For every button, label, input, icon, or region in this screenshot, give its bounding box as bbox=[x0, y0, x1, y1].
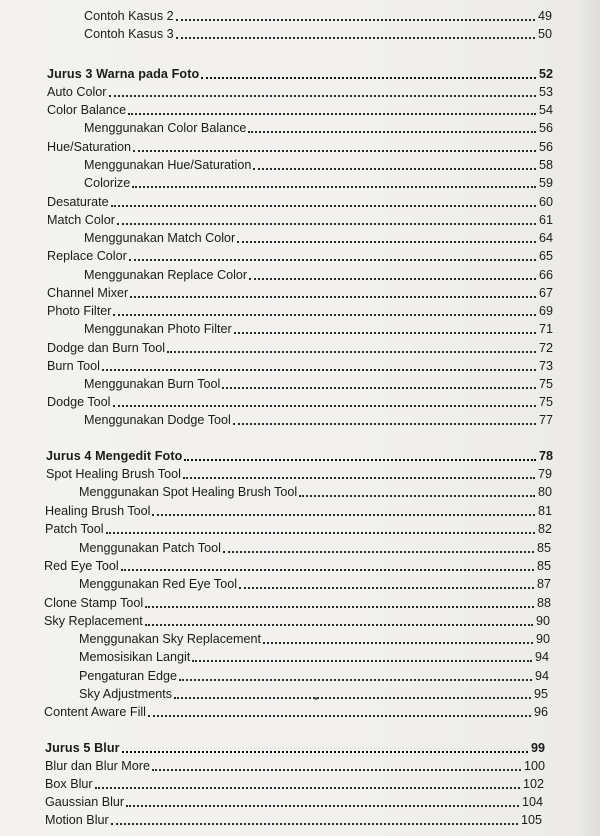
toc-entry-dodge-dan-burn-tool bbox=[47, 338, 553, 356]
toc-entry-menggunakan-replace-color bbox=[84, 265, 553, 283]
toc-entry-label: Sky Replacement bbox=[44, 614, 143, 628]
toc-chapter-title: Jurus 3 Warna pada Foto bbox=[47, 67, 200, 81]
toc-entry-label: Content Aware Fill bbox=[44, 705, 146, 719]
toc-entry-page: 81 bbox=[537, 504, 552, 518]
toc-entry-page: 100 bbox=[523, 759, 545, 773]
toc-entry-label: Healing Brush Tool bbox=[45, 504, 151, 518]
toc-entry-page: 71 bbox=[538, 322, 553, 336]
toc-entry-replace-color bbox=[47, 246, 553, 264]
toc-entry-label: Photo Filter bbox=[47, 304, 112, 318]
toc-entry-page: 56 bbox=[538, 121, 553, 135]
toc-entry-label: Menggunakan Burn Tool bbox=[84, 377, 221, 391]
toc-entry-label: Red Eye Tool bbox=[44, 559, 119, 573]
toc-entry-channel-mixer bbox=[47, 283, 553, 301]
print-speck: • bbox=[314, 694, 318, 705]
dot-leader bbox=[122, 751, 528, 753]
toc-entry-spot-healing-brush-tool bbox=[46, 464, 552, 482]
toc-entry-label: Spot Healing Brush Tool bbox=[46, 467, 181, 481]
toc-entry-label: Menggunakan Sky Replacement bbox=[79, 632, 262, 646]
toc-entry-page: 56 bbox=[538, 140, 553, 154]
toc-entry-colorize bbox=[84, 173, 553, 191]
toc-chapter-page: 99 bbox=[530, 741, 545, 755]
dot-leader bbox=[184, 459, 536, 461]
toc-entry-color-balance bbox=[47, 100, 553, 118]
toc-entry-page: 94 bbox=[534, 650, 549, 664]
toc-entry-page: 60 bbox=[538, 195, 553, 209]
toc-entry-label: Memosisikan Langit bbox=[79, 650, 191, 664]
toc-entry-label: Pengaturan Edge bbox=[79, 669, 178, 683]
toc-entry-menggunakan-match-color bbox=[84, 228, 553, 246]
toc-entry-pengaturan-edge bbox=[79, 666, 549, 684]
toc-entry-clone-stamp-tool bbox=[44, 593, 551, 611]
dot-leader bbox=[253, 168, 536, 170]
toc-chapter-title: Jurus 4 Mengedit Foto bbox=[46, 449, 183, 463]
toc-entry-label: Auto Color bbox=[47, 85, 107, 99]
toc-entry-menggunakan-sky-replacement bbox=[79, 629, 550, 647]
toc-entry-content-aware-fill bbox=[44, 702, 548, 720]
page-edge-shadow bbox=[578, 0, 600, 836]
toc-chapter-jurus-5 bbox=[45, 738, 545, 756]
dot-leader bbox=[102, 369, 536, 371]
dot-leader bbox=[176, 19, 535, 21]
dot-leader bbox=[192, 660, 532, 662]
dot-leader bbox=[117, 223, 536, 225]
dot-leader bbox=[176, 37, 535, 39]
toc-entry-hue-saturation bbox=[47, 137, 553, 155]
dot-leader bbox=[167, 351, 536, 353]
toc-entry-menggunakan-burn-tool bbox=[84, 374, 553, 392]
toc-entry-label: Menggunakan Patch Tool bbox=[79, 541, 221, 555]
toc-entry-label: Menggunakan Spot Healing Brush Tool bbox=[79, 485, 298, 499]
dot-leader bbox=[128, 113, 536, 115]
toc-entry-sky-replacement bbox=[44, 611, 550, 629]
toc-entry-page: 64 bbox=[538, 231, 553, 245]
toc-entry-label: Contoh Kasus 2 bbox=[84, 9, 174, 23]
dot-leader bbox=[201, 77, 536, 79]
toc-entry-patch-tool bbox=[45, 519, 552, 537]
toc-entry-page: 82 bbox=[537, 522, 552, 536]
toc-entry-label: Menggunakan Dodge Tool bbox=[84, 413, 231, 427]
toc-entry-desaturate bbox=[47, 192, 553, 210]
toc-entry-label: Dodge dan Burn Tool bbox=[47, 341, 166, 355]
toc-entry-blur-dan-blur-more bbox=[45, 756, 545, 774]
dot-leader bbox=[113, 314, 536, 316]
toc-entry-page: 77 bbox=[538, 413, 553, 427]
toc-entry-label: Hue/Saturation bbox=[47, 140, 132, 154]
toc-entry-page: 58 bbox=[538, 158, 553, 172]
toc-entry-label: Sky Adjustments bbox=[79, 687, 173, 701]
dot-leader bbox=[106, 532, 535, 534]
toc-entry-page: 73 bbox=[538, 359, 553, 373]
toc-entry-auto-color bbox=[47, 82, 553, 100]
dot-leader bbox=[174, 697, 531, 699]
toc-entry-label: Patch Tool bbox=[45, 522, 104, 536]
toc-chapter-page: 78 bbox=[538, 449, 553, 463]
toc-entry-menggunakan-spot-healing-brush-tool bbox=[79, 482, 552, 500]
toc-entry-healing-brush-tool bbox=[45, 501, 552, 519]
dot-leader bbox=[237, 241, 536, 243]
dot-leader bbox=[249, 278, 536, 280]
toc-entry-contoh-kasus-3 bbox=[84, 24, 552, 42]
toc-entry-burn-tool bbox=[47, 356, 553, 374]
toc-entry-page: 50 bbox=[537, 27, 552, 41]
toc-entry-label: Channel Mixer bbox=[47, 286, 129, 300]
dot-leader bbox=[111, 823, 518, 825]
dot-leader bbox=[183, 477, 535, 479]
toc-entry-page: 69 bbox=[538, 304, 553, 318]
dot-leader bbox=[145, 624, 533, 626]
toc-entry-label: Match Color bbox=[47, 213, 115, 227]
toc-entry-page: 90 bbox=[535, 632, 550, 646]
dot-leader bbox=[113, 405, 536, 407]
toc-entry-page: 88 bbox=[536, 596, 551, 610]
dot-leader bbox=[233, 423, 536, 425]
dot-leader bbox=[126, 805, 519, 807]
dot-leader bbox=[234, 332, 536, 334]
toc-entry-page: 87 bbox=[536, 577, 551, 591]
dot-leader bbox=[95, 787, 520, 789]
toc-entry-page: 65 bbox=[538, 249, 553, 263]
dot-leader bbox=[223, 551, 534, 553]
dot-leader bbox=[222, 387, 536, 389]
toc-entry-label: Menggunakan Replace Color bbox=[84, 268, 248, 282]
dot-leader bbox=[111, 205, 536, 207]
dot-leader bbox=[152, 769, 521, 771]
toc-entry-label: Replace Color bbox=[47, 249, 127, 263]
toc-entry-label: Motion Blur bbox=[45, 813, 109, 827]
toc-entry-page: 67 bbox=[538, 286, 553, 300]
toc-entry-menggunakan-hue-saturation bbox=[84, 155, 553, 173]
toc-entry-label: Menggunakan Hue/Saturation bbox=[84, 158, 252, 172]
toc-entry-page: 80 bbox=[537, 485, 552, 499]
toc-entry-page: 95 bbox=[533, 687, 548, 701]
toc-entry-label: Box Blur bbox=[45, 777, 93, 791]
toc-entry-page: 104 bbox=[521, 795, 543, 809]
dot-leader bbox=[299, 495, 535, 497]
toc-entry-page: 72 bbox=[538, 341, 553, 355]
toc-entry-label: Gaussian Blur bbox=[45, 795, 125, 809]
toc-entry-label: Blur dan Blur More bbox=[45, 759, 150, 773]
toc-entry-box-blur bbox=[45, 774, 544, 792]
toc-entry-page: 75 bbox=[538, 377, 553, 391]
toc-entry-label: Color Balance bbox=[47, 103, 127, 117]
toc-entry-page: 85 bbox=[536, 559, 551, 573]
toc-entry-page: 90 bbox=[535, 614, 550, 628]
toc-entry-label: Contoh Kasus 3 bbox=[84, 27, 174, 41]
toc-entry-page: 102 bbox=[522, 777, 544, 791]
toc-entry-page: 75 bbox=[538, 395, 553, 409]
toc-entry-page: 49 bbox=[537, 9, 552, 23]
toc-entry-page: 79 bbox=[537, 467, 552, 481]
dot-leader bbox=[121, 569, 534, 571]
toc-entry-menggunakan-red-eye-tool bbox=[79, 574, 551, 592]
dot-leader bbox=[248, 131, 536, 133]
toc-chapter-jurus-3 bbox=[47, 64, 553, 82]
toc-chapter-page: 52 bbox=[538, 67, 553, 81]
toc-entry-memosisikan-langit bbox=[79, 647, 549, 665]
toc-entry-photo-filter bbox=[47, 301, 553, 319]
toc-entry-label: Dodge Tool bbox=[47, 395, 111, 409]
toc-entry-label: Desaturate bbox=[47, 195, 109, 209]
dot-leader bbox=[133, 150, 536, 152]
toc-entry-page: 96 bbox=[533, 705, 548, 719]
toc-entry-label: Clone Stamp Tool bbox=[44, 596, 144, 610]
toc-entry-page: 85 bbox=[536, 541, 551, 555]
toc-entry-match-color bbox=[47, 210, 553, 228]
dot-leader bbox=[239, 587, 534, 589]
dot-leader bbox=[152, 514, 535, 516]
toc-entry-gaussian-blur bbox=[45, 792, 543, 810]
dot-leader bbox=[130, 296, 536, 298]
toc-entry-label: Menggunakan Red Eye Tool bbox=[79, 577, 237, 591]
dot-leader bbox=[145, 606, 534, 608]
toc-entry-contoh-kasus-2 bbox=[84, 6, 552, 24]
toc-entry-menggunakan-patch-tool bbox=[79, 538, 551, 556]
toc-entry-label: Menggunakan Color Balance bbox=[84, 121, 247, 135]
toc-entry-page: 94 bbox=[534, 669, 549, 683]
toc-entry-page: 61 bbox=[538, 213, 553, 227]
toc-chapter-title: Jurus 5 Blur bbox=[45, 741, 120, 755]
toc-entry-page: 59 bbox=[538, 176, 553, 190]
toc-entry-dodge-tool bbox=[47, 392, 553, 410]
toc-entry-motion-blur bbox=[45, 810, 542, 828]
toc-entry-menggunakan-dodge-tool bbox=[84, 410, 553, 428]
dot-leader bbox=[132, 186, 536, 188]
toc-entry-page: 54 bbox=[538, 103, 553, 117]
toc-entry-label: Colorize bbox=[84, 176, 131, 190]
dot-leader bbox=[179, 679, 532, 681]
dot-leader bbox=[129, 259, 536, 261]
toc-entry-page: 105 bbox=[520, 813, 542, 827]
dot-leader bbox=[148, 715, 531, 717]
toc-entry-menggunakan-photo-filter bbox=[84, 319, 553, 337]
dot-leader bbox=[109, 95, 536, 97]
toc-entry-label: Menggunakan Match Color bbox=[84, 231, 236, 245]
toc-entry-page: 66 bbox=[538, 268, 553, 282]
toc-chapter-jurus-4 bbox=[46, 446, 553, 464]
toc-entry-page: 53 bbox=[538, 85, 553, 99]
toc-entry-menggunakan-color-balance bbox=[84, 118, 553, 136]
dot-leader bbox=[263, 642, 533, 644]
toc-entry-red-eye-tool bbox=[44, 556, 551, 574]
toc-entry-label: Burn Tool bbox=[47, 359, 100, 373]
toc-entry-label: Menggunakan Photo Filter bbox=[84, 322, 232, 336]
